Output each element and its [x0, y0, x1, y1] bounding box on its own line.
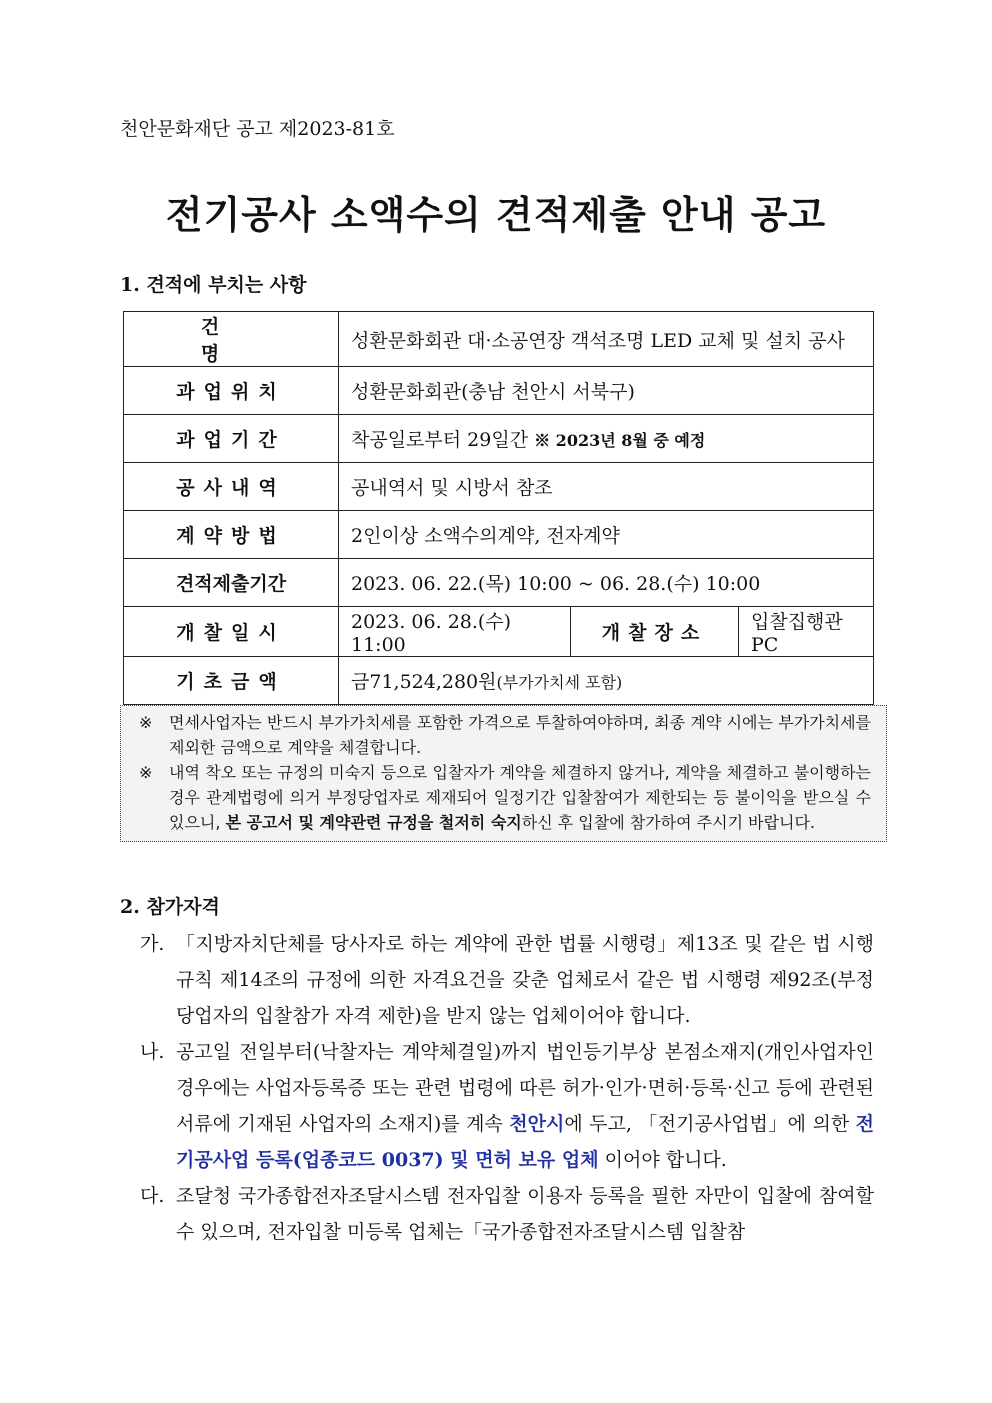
value-work: 공내역서 및 시방서 참조 — [339, 463, 874, 511]
note-mark: ※ — [139, 763, 153, 782]
price-note: (부가가치세 포함) — [496, 673, 623, 692]
value-name: 성환문화회관 대·소공연장 객석조명 LED 교체 및 설치 공사 — [339, 312, 874, 367]
label-work: 공사내역 — [124, 463, 339, 511]
na-text-2: 에 두고, 「전기공사업법」에 의한 — [564, 1113, 856, 1135]
note2-part-c: 하신 후 입찰에 참가하여 주시기 바랍니다. — [521, 813, 816, 832]
table-row — [124, 312, 874, 367]
page-title: 전기공사 소액수의 견적제출 안내 공고 — [165, 193, 827, 237]
item-mark: 가. — [140, 933, 165, 955]
table-row — [124, 559, 874, 607]
na-text-3: 이어야 합니다. — [604, 1149, 727, 1171]
note2-bold: 본 공고서 및 계약관련 규정을 철저히 숙지 — [225, 813, 522, 832]
note-item — [139, 760, 871, 835]
na-bold-license: 전기공사업 등록(업종코드 0037) 및 면허 보유 업체 — [176, 1113, 874, 1171]
table-row — [124, 367, 874, 415]
qualification-list — [140, 926, 874, 1250]
table-row — [124, 657, 874, 705]
section1-heading: 1. 견적에 부치는 사항 — [120, 274, 307, 296]
note-text-2 — [169, 760, 871, 835]
label-opening: 개찰일시 — [124, 607, 339, 657]
item-text — [176, 1034, 874, 1178]
list-item — [140, 1178, 874, 1250]
item-text: 「지방자치단체를 당사자로 하는 계약에 관한 법률 시행령」제13조 및 같은 법 시행규칙 제14조의 규정에 의한 자격요건을 갖춘 업체로서 같은 법 시행령 제92조(부정당업자의 입찰참가 자격 제한)을 받지 않는 업체이어야 합니다. — [176, 933, 874, 1027]
notes-box — [120, 705, 887, 842]
value-opening-place: 입찰집행관 PC — [739, 607, 874, 657]
value-period — [339, 415, 874, 463]
label-name: 건 명 — [124, 312, 339, 367]
label-method: 계약방법 — [124, 511, 339, 559]
item-mark: 다. — [140, 1185, 165, 1207]
note-text-1: 면세사업자는 반드시 부가가치세를 포함한 가격으로 투찰하여야하며, 최종 계약 시에는 부가가치세를 제외한 금액으로 계약을 체결합니다. — [169, 713, 871, 757]
list-item — [140, 1034, 874, 1178]
label-price: 기초금액 — [124, 657, 339, 705]
value-submit: 2023. 06. 22.(목) 10:00 ~ 06. 28.(수) 10:00 — [339, 559, 874, 607]
section2-heading: 2. 참가자격 — [120, 896, 220, 918]
table-row — [124, 607, 874, 657]
value-method: 2인이상 소액수의계약, 전자계약 — [339, 511, 874, 559]
label-submit: 견적제출기간 — [124, 559, 339, 607]
period-value: 착공일로부터 29일간 — [351, 429, 529, 451]
na-bold-city: 천안시 — [509, 1113, 565, 1135]
table-row — [124, 463, 874, 511]
price-value: 금71,524,280원 — [351, 671, 497, 693]
list-item — [140, 926, 874, 1034]
period-note: ※ 2023년 8월 중 예정 — [534, 431, 706, 450]
item-mark: 나. — [140, 1041, 165, 1063]
na-text-1: 공고일 전일부터(낙찰자는 계약체결일)까지 법인등기부상 본점소재지(개인사업자인 경우에는 사업자등록증 또는 관련 법령에 따른 허가·인가·면허·등록·신고 등에 관련된 서류에 기재된 사업자의 소재지)를 계속 — [176, 1041, 874, 1135]
notice-number: 천안문화재단 공고 제2023-81호 — [120, 118, 395, 140]
value-price — [339, 657, 874, 705]
label-period: 과업기간 — [124, 415, 339, 463]
value-opening: 2023. 06. 28.(수) 11:00 — [339, 607, 571, 657]
bid-info-table — [123, 311, 874, 705]
note-item — [139, 710, 871, 760]
label-opening-place: 개찰장소 — [571, 607, 739, 657]
note-mark: ※ — [139, 713, 153, 732]
item-text: 조달청 국가종합전자조달시스템 전자입찰 이용자 등록을 필한 자만이 입찰에 참여할 수 있으며, 전자입찰 미등록 업체는「국가종합전자조달시스템 입찰참 — [176, 1185, 874, 1243]
value-location: 성환문화회관(충남 천안시 서북구) — [339, 367, 874, 415]
note2-part-a: 내역 착오 또는 규정의 미숙지 등으로 입찰자가 계약을 체결하지 않거나, 계약을 체결하고 불이행하는 경우 관계법령에 의거 부정당업자로 제재되어 일정기간 입찰참여가 제한되는 등 불이익을 받으실 수 있으니, — [169, 763, 871, 832]
table-row — [124, 511, 874, 559]
label-location: 과업위치 — [124, 367, 339, 415]
table-row — [124, 415, 874, 463]
